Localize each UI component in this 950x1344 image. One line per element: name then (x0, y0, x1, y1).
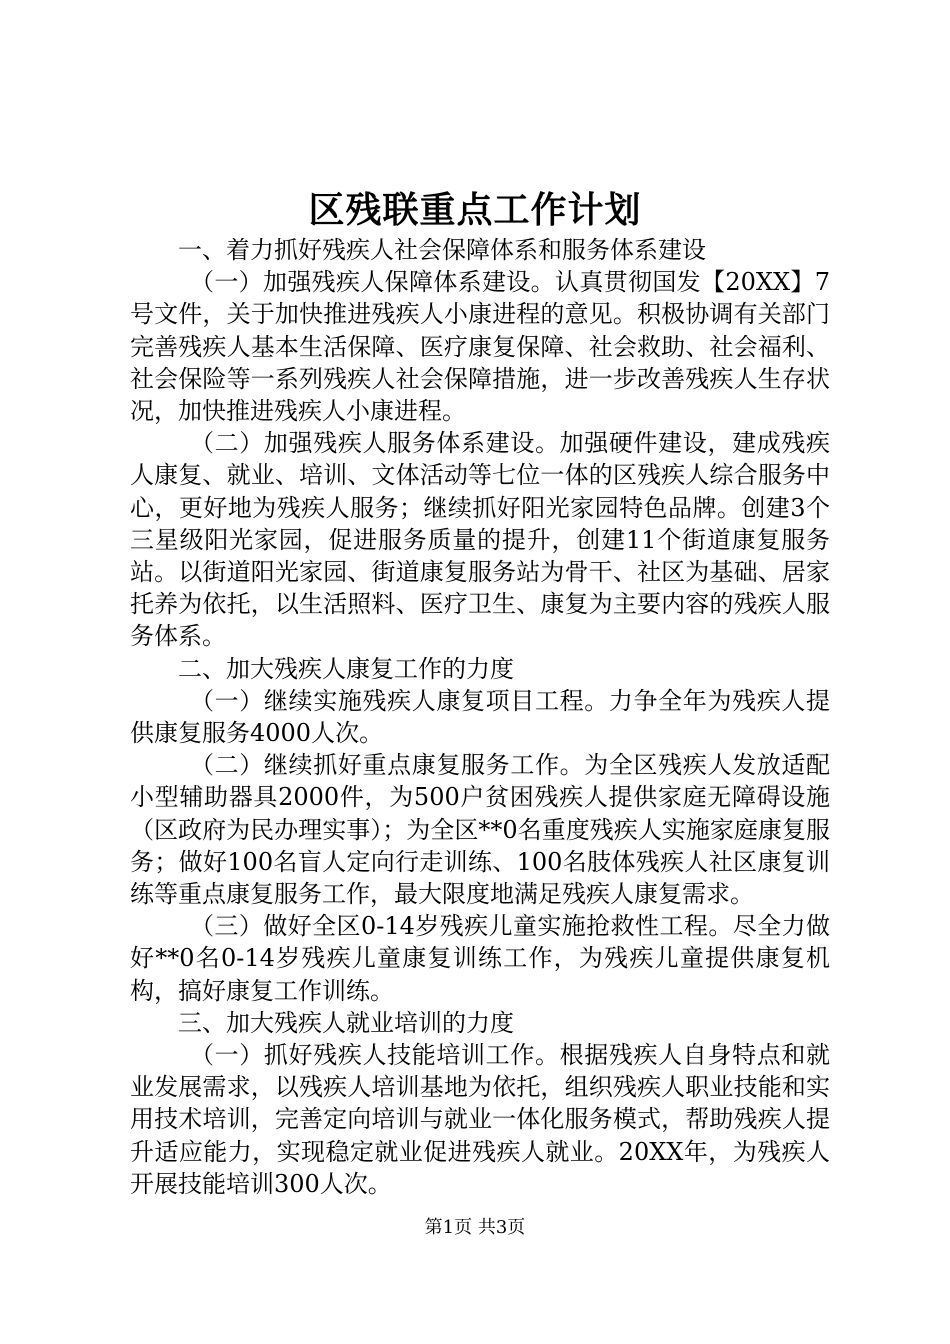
paragraph: （一）加强残疾人保障体系建设。认真贯彻国发【20XX】7号文件，关于加快推进残疾人小康进程的意见。积极协调有关部门完善残疾人基本生活保障、医疗康复保障、社会救助、社会福利、社会保险等一系列残疾人社会保障措施，进一步改善残疾人生存状况，加快推进残疾人小康进程。 (130, 268, 830, 426)
section-heading: 二、加大残疾人康复工作的力度 (178, 654, 514, 683)
paragraph: （二）加强残疾人服务体系建设。加强硬件建设，建成残疾人康复、就业、培训、文体活动等七位一体的区残疾人综合服务中心，更好地为残疾人服务；继续抓好阳光家园特色品牌。创建3个三星级阳光家园，促进服务质量的提升，创建11个街道康复服务站。以街道阳光家园、街道康复服务站为骨干、社区为基础、居家托养为依托，以生活照料、医疗卫生、康复为主要内容的残疾人服务体系。 (130, 429, 830, 651)
page-number-footer: 第1页 共3页 (424, 1217, 526, 1238)
paragraph: （二）继续抓好重点康复服务工作。为全区残疾人发放适配小型辅助器具2000件，为500户贫困残疾人提供家庭无障碍设施（区政府为民办理实事）；为全区**0名重度残疾人实施家庭康复服务；做好100名盲人定向行走训练、100名肢体残疾人社区康复训练等重点康复服务工作，最大限度地满足残疾人康复需求。 (130, 751, 830, 909)
paragraph: （一）继续实施残疾人康复项目工程。力争全年为残疾人提供康复服务4000人次。 (130, 686, 830, 748)
section-heading: 一、着力抓好残疾人社会保障体系和服务体系建设 (178, 236, 706, 264)
document-title: 区残联重点工作计划 (308, 189, 642, 231)
section-heading: 三、加大残疾人就业培训的力度 (178, 1008, 514, 1037)
paragraph: （一）抓好残疾人技能培训工作。根据残疾人自身特点和就业发展需求，以残疾人培训基地为依托，组织残疾人职业技能和实用技术培训，完善定向培训与就业一体化服务模式，帮助残疾人提升适应能力，实现稳定就业促进残疾人就业。20XX年，为残疾人开展技能培训300人次。 (130, 1041, 830, 1198)
paragraph: （三）做好全区0-14岁残疾儿童实施抢救性工程。尽全力做好**0名0-14岁残疾儿童康复训练工作，为残疾儿童提供康复机构，搞好康复工作训练。 (130, 912, 830, 1005)
document-body (130, 234, 830, 1200)
